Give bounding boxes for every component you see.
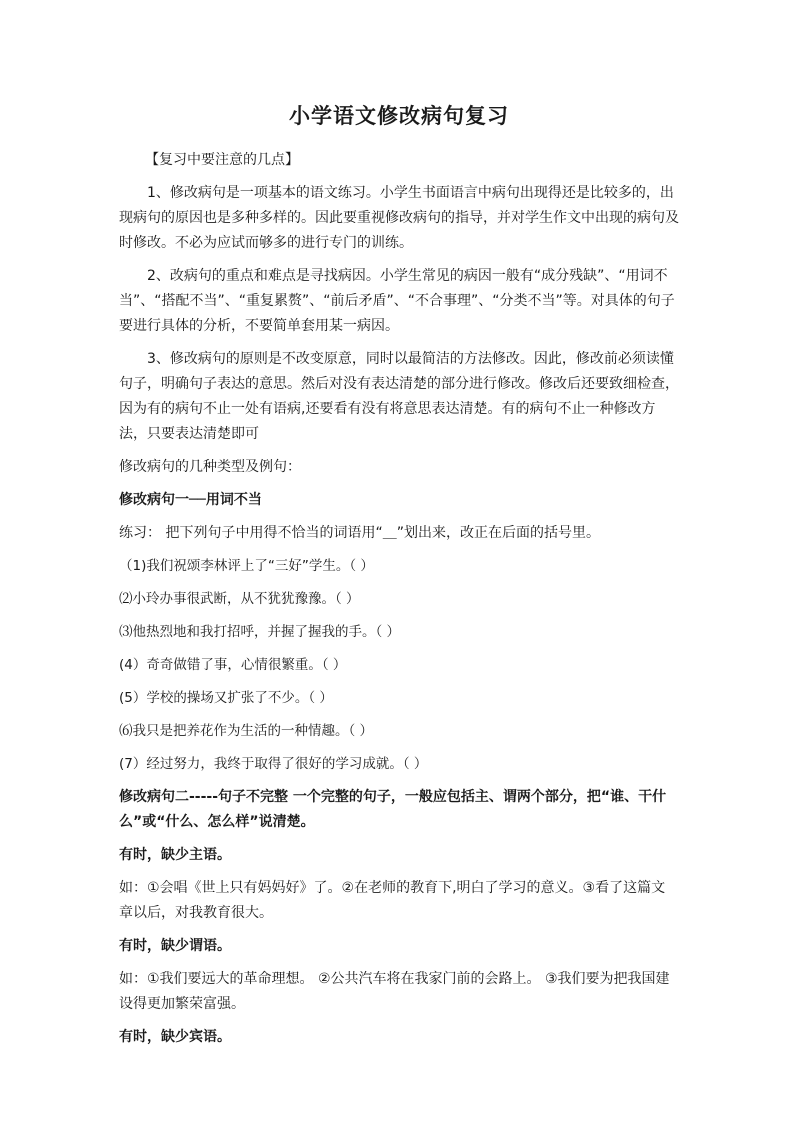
document-title: 小学语文修改病句复习 <box>289 103 509 128</box>
section2-subheading-predicate: 有时，缺少谓语。 <box>119 938 231 954</box>
note-paragraph-2: 2、改病句的重点和难点是寻找病因。小学生常见的病因一般有“成分残缺”、“用词不当”、“搭配不当”、“重复累赘”、“前后矛盾”、“不合事理”、“分类不当”等。对具体的句子要进行具体的分析，不要简单套用某一病因。 <box>119 268 675 334</box>
section2-subheading-subject: 有时，缺少主语。 <box>119 847 231 863</box>
exercise-item-6: ⑹我只是把养花作为生活的一种情趣。（ ） <box>119 723 374 739</box>
exercise-item-2: ⑵小玲办事很武断，从不犹犹豫豫。（ ） <box>119 591 360 607</box>
exercise-item-7: (7）经过努力，我终于取得了很好的学习成就。（ ） <box>119 756 428 772</box>
exercise-item-3: ⑶他热烈地和我打招呼，并握了握我的手。（ ） <box>119 624 401 640</box>
section1-heading: 修改病句一──用词不当 <box>119 492 262 508</box>
types-intro: 修改病句的几种类型及例句： <box>119 459 301 475</box>
notes-heading: 【复习中要注意的几点】 <box>145 152 299 168</box>
section2-example-predicate: 如：①我们要远大的革命理想。 ②公共汽车将在我家门前的会路上。 ③我们要为把我国建设得更加繁荣富强。 <box>119 971 670 1012</box>
document-page <box>119 100 679 1058</box>
exercise-item-5: (5）学校的操场又扩张了不少。（ ） <box>119 690 333 706</box>
exercise-item-4: (4）奇奇做错了事，心情很繁重。（ ） <box>119 657 347 673</box>
section1-exercise: 练习： 把下列句子中用得不恰当的词语用“＿”划出来，改正在后面的括号里。 <box>119 525 600 541</box>
note-paragraph-1: 1、修改病句是一项基本的语文练习。小学生书面语言中病句出现得还是比较多的，出现病句的原因也是多种多样的。因此要重视修改病句的指导，并对学生作文中出现的病句及时修改。不必为应试而够多的进行专门的训练。 <box>119 185 679 251</box>
section2-heading: 修改病句二-----句子不完整 一个完整的句子，一般应包括主、谓两个部分，把“谁、干什么”或“什么、怎么样”说清楚。 <box>119 789 667 830</box>
section2-example-subject: 如：①会唱《世上只有妈妈好》了。②在老师的教育下,明白了学习的意义。③看了这篇文章以后，对我教育很大。 <box>119 880 666 921</box>
note-paragraph-3: 3、修改病句的原则是不改变原意，同时以最简洁的方法修改。因此，修改前必须读懂句子，明确句子表达的意思。然后对没有表达清楚的部分进行修改。修改后还要致细检查，因为有的病句不止一处有语病,还要看有没有将意思表达清楚。有的病句不止一种修改方法，只要表达清楚即可 <box>119 351 679 442</box>
section2-subheading-object: 有时，缺少宾语。 <box>119 1029 231 1045</box>
exercise-item-1: （1)我们祝颂李林评上了“三好”学生。（ ） <box>119 558 374 574</box>
